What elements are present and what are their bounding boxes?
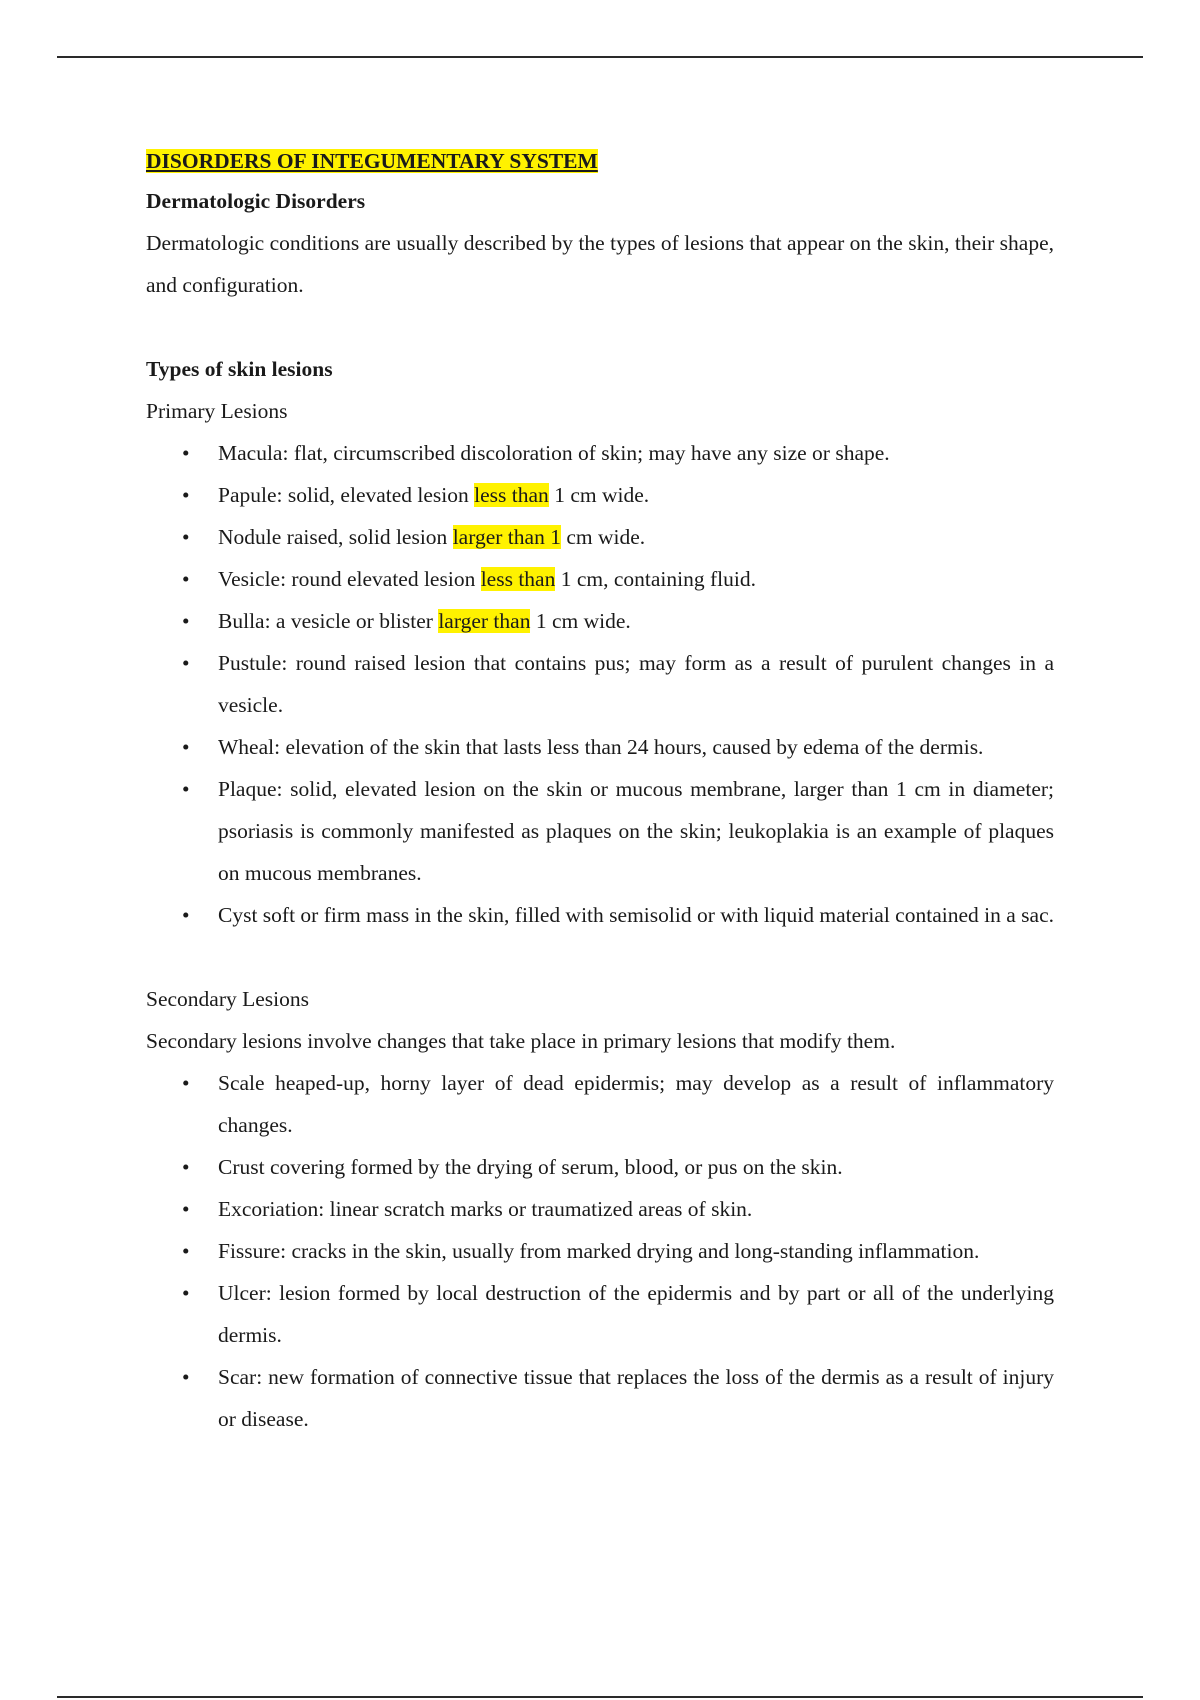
item-text: Cyst soft or firm mass in the skin, filled with semisolid or with liquid material contained in a sac. xyxy=(218,903,1054,927)
item-text: Pustule: round raised lesion that contains pus; may form as a result of purulent changes in a vesicle. xyxy=(218,651,1054,717)
document-title: DISORDERS OF INTEGUMENTARY SYSTEM xyxy=(146,149,598,173)
list-item xyxy=(218,768,1054,894)
item-text: Papule: solid, elevated lesion xyxy=(218,483,475,507)
secondary-lesions-heading: Secondary Lesions xyxy=(146,987,310,1011)
primary-lesions-heading: Primary Lesions xyxy=(146,399,288,423)
item-text: 1 cm, containing fluid. xyxy=(555,567,756,591)
spacer xyxy=(146,306,1054,348)
section-heading: Dermatologic Disorders xyxy=(146,189,366,213)
list-item xyxy=(218,726,1054,768)
header-rule xyxy=(57,56,1143,58)
item-text: Vesicle: round elevated lesion xyxy=(218,567,481,591)
highlight: larger than 1 xyxy=(452,525,561,549)
list-item xyxy=(218,1062,1054,1146)
title-line xyxy=(146,140,1054,180)
item-text: Excoriation: linear scratch marks or traumatized areas of skin. xyxy=(218,1197,753,1221)
item-text: Nodule raised, solid lesion xyxy=(218,525,453,549)
list-item xyxy=(218,894,1054,936)
list-item xyxy=(218,1230,1054,1272)
list-item xyxy=(218,1356,1054,1440)
item-text: 1 cm wide. xyxy=(548,483,650,507)
list-item xyxy=(218,600,1054,642)
secondary-lesions-list xyxy=(146,1062,1054,1440)
list-item xyxy=(218,1188,1054,1230)
list-item xyxy=(218,474,1054,516)
item-text: cm wide. xyxy=(560,525,646,549)
item-text: Fissure: cracks in the skin, usually from marked drying and long-standing inflammation. xyxy=(218,1239,980,1263)
item-text: Scar: new formation of connective tissue that replaces the loss of the dermis as a result of injury or disease. xyxy=(218,1365,1054,1431)
list-item xyxy=(218,1146,1054,1188)
list-item xyxy=(218,432,1054,474)
list-item xyxy=(218,1272,1054,1356)
footer-rule xyxy=(57,1696,1143,1698)
highlight: less than xyxy=(474,483,549,507)
item-text: Plaque: solid, elevated lesion on the skin or mucous membrane, larger than 1 cm in diameter; psoriasis is commonly manifested as plaques on the skin; leukoplakia is an example of plaques on mucous membranes. xyxy=(218,777,1054,885)
highlight: larger than xyxy=(438,609,531,633)
document-body xyxy=(146,140,1054,1440)
types-heading: Types of skin lesions xyxy=(146,357,333,381)
item-text: Bulla: a vesicle or blister xyxy=(218,609,439,633)
secondary-intro: Secondary lesions involve changes that take place in primary lesions that modify them. xyxy=(146,1029,896,1053)
item-text: Wheal: elevation of the skin that lasts less than 24 hours, caused by edema of the dermis. xyxy=(218,735,984,759)
item-text: 1 cm wide. xyxy=(530,609,631,633)
spacer xyxy=(146,936,1054,978)
item-text: Scale heaped-up, horny layer of dead epidermis; may develop as a result of inflammatory changes. xyxy=(218,1071,1054,1137)
list-item xyxy=(218,642,1054,726)
intro-paragraph: Dermatologic conditions are usually described by the types of lesions that appear on the skin, their shape, and configuration. xyxy=(146,231,1054,297)
highlight: less than xyxy=(480,567,556,591)
item-text: Ulcer: lesion formed by local destruction of the epidermis and by part or all of the underlying dermis. xyxy=(218,1281,1054,1347)
item-text: Crust covering formed by the drying of serum, blood, or pus on the skin. xyxy=(218,1155,843,1179)
item-text: Macula: flat, circumscribed discoloration of skin; may have any size or shape. xyxy=(218,441,890,465)
list-item xyxy=(218,516,1054,558)
list-item xyxy=(218,558,1054,600)
primary-lesions-list xyxy=(146,432,1054,936)
